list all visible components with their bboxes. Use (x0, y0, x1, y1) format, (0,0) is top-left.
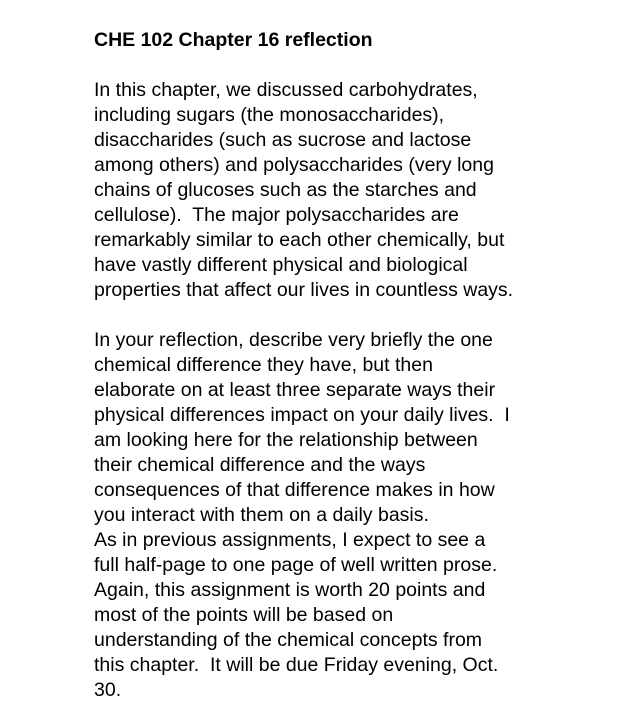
text-line: among others) and polysaccharides (very long (94, 154, 494, 176)
text-line: In your reflection, describe very briefly the one (94, 329, 493, 351)
text-line: you interact with them on a daily basis. (94, 504, 429, 526)
text-line: elaborate on at least three separate ways their (94, 379, 496, 401)
text-line: 30. (94, 679, 122, 701)
text-line: have vastly different physical and biological (94, 254, 468, 276)
text-line: As in previous assignments, I expect to see a (94, 529, 486, 551)
paragraph-chapter-summary (94, 78, 614, 303)
text-line: consequences of that difference makes in how (94, 479, 495, 501)
document-title: CHE 102 Chapter 16 reflection (94, 29, 373, 51)
text-line: full half-page to one page of well written prose. (94, 554, 498, 576)
document (94, 28, 614, 703)
text-line: cellulose). The major polysaccharides are (94, 204, 459, 226)
text-line: chemical difference they have, but then (94, 354, 433, 376)
paragraph-reflection-instructions (94, 328, 614, 528)
paragraph-assignment-details (94, 528, 614, 703)
text-line: chains of glucoses such as the starches and (94, 179, 477, 201)
text-line: most of the points will be based on (94, 604, 394, 626)
text-line: their chemical difference and the ways (94, 454, 426, 476)
text-line: remarkably similar to each other chemically, but (94, 229, 505, 251)
text-line: am looking here for the relationship between (94, 429, 478, 451)
text-line: physical differences impact on your daily lives. I (94, 404, 510, 426)
text-line: including sugars (the monosaccharides), (94, 104, 445, 126)
text-line: this chapter. It will be due Friday evening, Oct. (94, 654, 499, 676)
text-line: properties that affect our lives in countless ways. (94, 279, 514, 301)
text-line: understanding of the chemical concepts from (94, 629, 483, 651)
text-line: disaccharides (such as sucrose and lactose (94, 129, 472, 151)
text-line: Again, this assignment is worth 20 points and (94, 579, 486, 601)
text-line: In this chapter, we discussed carbohydrates, (94, 79, 478, 101)
